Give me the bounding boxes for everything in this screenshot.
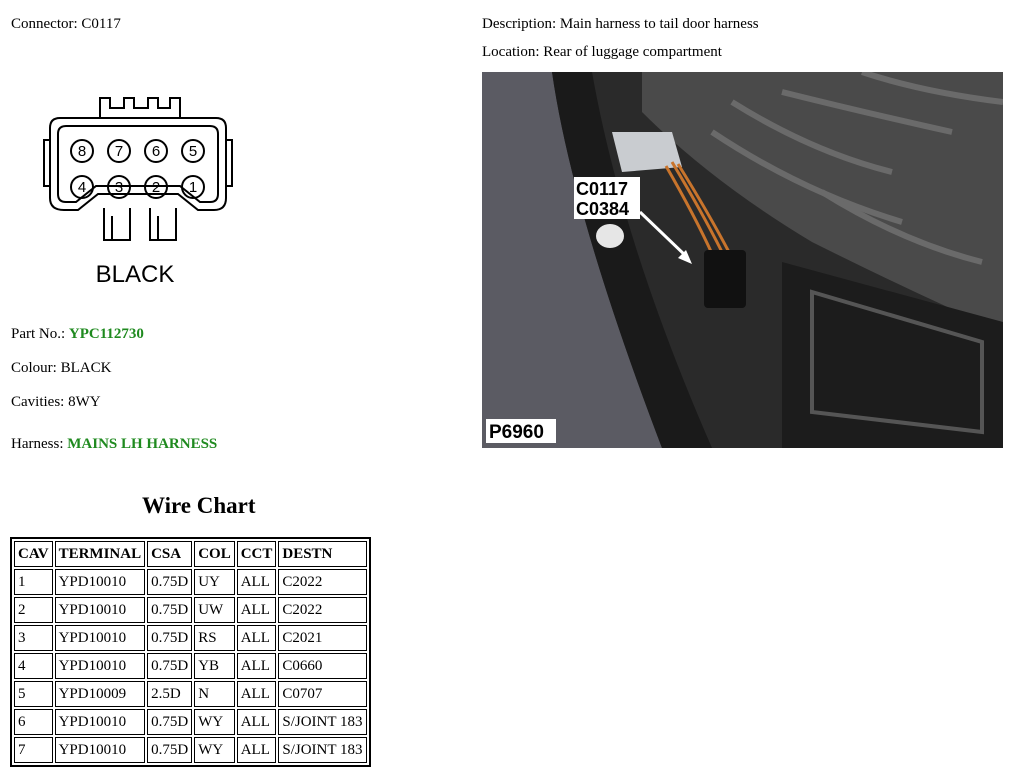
pin-label: 3 bbox=[114, 179, 124, 196]
wire-chart-title: Wire Chart bbox=[142, 493, 256, 518]
cell-col: UY bbox=[194, 569, 235, 595]
cell-destn: C2021 bbox=[278, 625, 366, 651]
cell-cct: ALL bbox=[237, 597, 277, 623]
connector-leg-right bbox=[150, 208, 176, 240]
cell-col: WY bbox=[194, 737, 235, 763]
cell-cav: 4 bbox=[14, 653, 53, 679]
harness-line bbox=[11, 436, 217, 453]
wire-chart-table bbox=[10, 537, 371, 767]
cell-csa: 0.75D bbox=[147, 597, 192, 623]
connector-in-photo bbox=[704, 250, 746, 308]
cavities-line bbox=[11, 394, 101, 411]
description-line bbox=[482, 16, 759, 33]
cell-cav: 3 bbox=[14, 625, 53, 651]
table-row bbox=[14, 625, 367, 651]
table-row bbox=[14, 681, 367, 707]
cell-destn: C2022 bbox=[278, 597, 366, 623]
cell-cct: ALL bbox=[237, 653, 277, 679]
cell-csa: 0.75D bbox=[147, 569, 192, 595]
column-header-csa: CSA bbox=[147, 541, 192, 567]
column-header-cav: CAV bbox=[14, 541, 53, 567]
cell-col: N bbox=[194, 681, 235, 707]
cell-csa: 0.75D bbox=[147, 653, 192, 679]
cell-terminal: YPD10010 bbox=[55, 569, 146, 595]
pin-label: 8 bbox=[77, 143, 87, 160]
pin-label: 7 bbox=[114, 143, 124, 160]
colour-label: Colour: bbox=[11, 360, 57, 376]
cavities-label: Cavities: bbox=[11, 394, 65, 410]
cell-destn: S/JOINT 183 bbox=[278, 737, 366, 763]
column-header-destn: DESTN bbox=[278, 541, 366, 567]
cell-cct: ALL bbox=[237, 681, 277, 707]
cell-col: UW bbox=[194, 597, 235, 623]
cell-destn: C0707 bbox=[278, 681, 366, 707]
cell-cct: ALL bbox=[237, 625, 277, 651]
connector-line bbox=[11, 16, 121, 33]
table-header-row bbox=[14, 541, 367, 567]
cell-terminal: YPD10009 bbox=[55, 681, 146, 707]
cell-destn: S/JOINT 183 bbox=[278, 709, 366, 735]
harness-label: Harness: bbox=[11, 436, 64, 452]
cell-csa: 2.5D bbox=[147, 681, 192, 707]
connector-leg-left bbox=[104, 208, 130, 240]
connector-latch-top bbox=[100, 98, 180, 118]
table-row bbox=[14, 653, 367, 679]
cell-terminal: YPD10010 bbox=[55, 653, 146, 679]
cell-terminal: YPD10010 bbox=[55, 597, 146, 623]
cell-cav: 5 bbox=[14, 681, 53, 707]
column-header-col: COL bbox=[194, 541, 235, 567]
connector-value: C0117 bbox=[81, 16, 121, 32]
cell-col: RS bbox=[194, 625, 235, 651]
table-row bbox=[14, 737, 367, 763]
location-label: Location: bbox=[482, 44, 540, 60]
harness-label-sleeve bbox=[612, 132, 682, 172]
table-row bbox=[14, 709, 367, 735]
pin-label: 2 bbox=[151, 179, 161, 196]
cell-cav: 6 bbox=[14, 709, 53, 735]
part-number-link[interactable]: YPC112730 bbox=[68, 326, 144, 342]
cell-destn: C0660 bbox=[278, 653, 366, 679]
cell-csa: 0.75D bbox=[147, 737, 192, 763]
cell-terminal: YPD10010 bbox=[55, 737, 146, 763]
description-label: Description: bbox=[482, 16, 557, 32]
description-value: Main harness to tail door harness bbox=[559, 16, 759, 32]
cell-cav: 1 bbox=[14, 569, 53, 595]
part-label: Part No.: bbox=[11, 326, 66, 342]
callout-c0117: C0117 bbox=[576, 179, 629, 199]
cell-cct: ALL bbox=[237, 737, 277, 763]
column-header-cct: CCT bbox=[237, 541, 277, 567]
callout-c0384: C0384 bbox=[576, 199, 630, 219]
cell-csa: 0.75D bbox=[147, 625, 192, 651]
cavities-value: 8WY bbox=[68, 394, 101, 410]
column-header-terminal: TERMINAL bbox=[55, 541, 146, 567]
colour-value: BLACK bbox=[60, 360, 112, 376]
cell-cav: 7 bbox=[14, 737, 53, 763]
connector-label: Connector: bbox=[11, 16, 78, 32]
clip bbox=[596, 224, 624, 248]
cell-terminal: YPD10010 bbox=[55, 709, 146, 735]
table-row bbox=[14, 569, 367, 595]
cell-cct: ALL bbox=[237, 709, 277, 735]
harness-link[interactable]: MAINS LH HARNESS bbox=[67, 436, 218, 452]
location-value: Rear of luggage compartment bbox=[543, 44, 722, 60]
location-line bbox=[482, 44, 722, 61]
part-number-line bbox=[11, 326, 144, 343]
pin-label: 1 bbox=[188, 179, 198, 196]
cell-terminal: YPD10010 bbox=[55, 625, 146, 651]
pin-label: 5 bbox=[188, 143, 198, 160]
cell-cct: ALL bbox=[237, 569, 277, 595]
cell-cav: 2 bbox=[14, 597, 53, 623]
pin-label: 4 bbox=[77, 179, 87, 196]
pin-label: 6 bbox=[151, 143, 161, 160]
diagram-colour-label: BLACK bbox=[95, 261, 175, 288]
connector-face-diagram bbox=[38, 90, 238, 290]
connector-location-photo bbox=[482, 72, 1003, 448]
cell-col: WY bbox=[194, 709, 235, 735]
cell-csa: 0.75D bbox=[147, 709, 192, 735]
colour-line bbox=[11, 360, 111, 377]
cell-col: YB bbox=[194, 653, 235, 679]
table-row bbox=[14, 597, 367, 623]
cell-destn: C2022 bbox=[278, 569, 366, 595]
photo-ref: P6960 bbox=[489, 422, 544, 443]
